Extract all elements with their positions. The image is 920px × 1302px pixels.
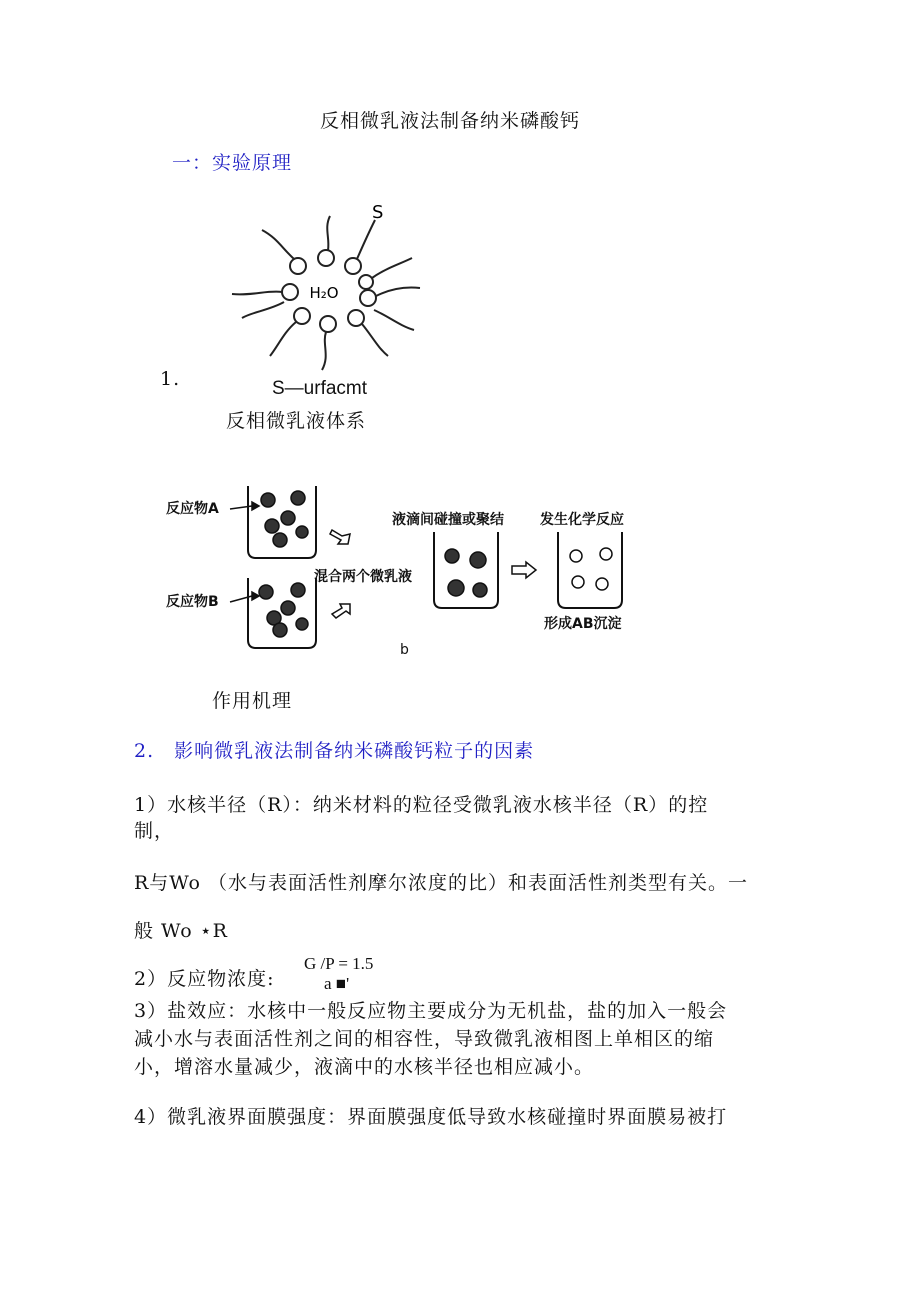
figure1-number: 1. bbox=[160, 368, 181, 390]
product-droplets bbox=[570, 548, 612, 590]
paragraph-wo-line2: 般 Wo ⋆R bbox=[134, 920, 228, 942]
paragraph-salt-line2: 减小水与表面活性剂之间的相容性，导致微乳液相图上单相区的缩 bbox=[134, 1028, 715, 1050]
mix-label: 混合两个微乳液 bbox=[314, 569, 412, 585]
paragraph-wo-line1: R与Wo （水与表面活性剂摩尔浓度的比）和表面活性剂类型有关。一 bbox=[134, 872, 749, 894]
formula-bottom: a ■' bbox=[324, 974, 350, 993]
reactant-b-label: 反应物B bbox=[166, 594, 219, 610]
water-core-label: H₂O bbox=[309, 284, 339, 302]
figure2-caption: 作用机理 bbox=[212, 690, 293, 712]
figure1-caption: 反相微乳液体系 bbox=[226, 410, 367, 432]
figure1-legend: S—urfacmt bbox=[272, 378, 368, 399]
reactant-concentration-label: 2）反应物浓度: bbox=[134, 968, 275, 990]
figure2-sublabel: b bbox=[400, 642, 409, 658]
page-title: 反相微乳液法制备纳米磷酸钙 bbox=[320, 110, 581, 132]
collide-label: 液滴间碰撞或聚结 bbox=[392, 512, 504, 528]
paragraph-salt-line3: 小，增溶水量减少，液滴中的水核半径也相应减小。 bbox=[134, 1056, 595, 1078]
paragraph-water-core-line1: 1）水核半径（R）：纳米材料的粒径受微乳液水核半径（R）的控 bbox=[134, 794, 709, 816]
section-heading-principle: 一：实验原理 bbox=[172, 152, 293, 174]
paragraph-film-line1: 4）微乳液界面膜强度：界面膜强度低导致水核碰撞时界面膜易被打 bbox=[134, 1106, 728, 1128]
paragraph-water-core-line2: 制， bbox=[134, 820, 175, 842]
react-label: 发生化学反应 bbox=[540, 512, 624, 528]
formula-top: G /P = 1.5 bbox=[304, 954, 374, 973]
mechanism-figure bbox=[160, 478, 660, 658]
reactant-a-label: 反应物A bbox=[166, 501, 219, 517]
reverse-micelle-figure bbox=[222, 198, 442, 373]
section-heading-factors: 2. 影响微乳液法制备纳米磷酸钙粒子的因素 bbox=[134, 740, 535, 762]
paragraph-salt-line1: 3）盐效应：水核中一般反应物主要成分为无机盐，盐的加入一般会 bbox=[134, 1000, 728, 1022]
precipitate-label: 形成AB沉淀 bbox=[544, 616, 622, 632]
surfactant-s-label: S bbox=[372, 202, 384, 223]
